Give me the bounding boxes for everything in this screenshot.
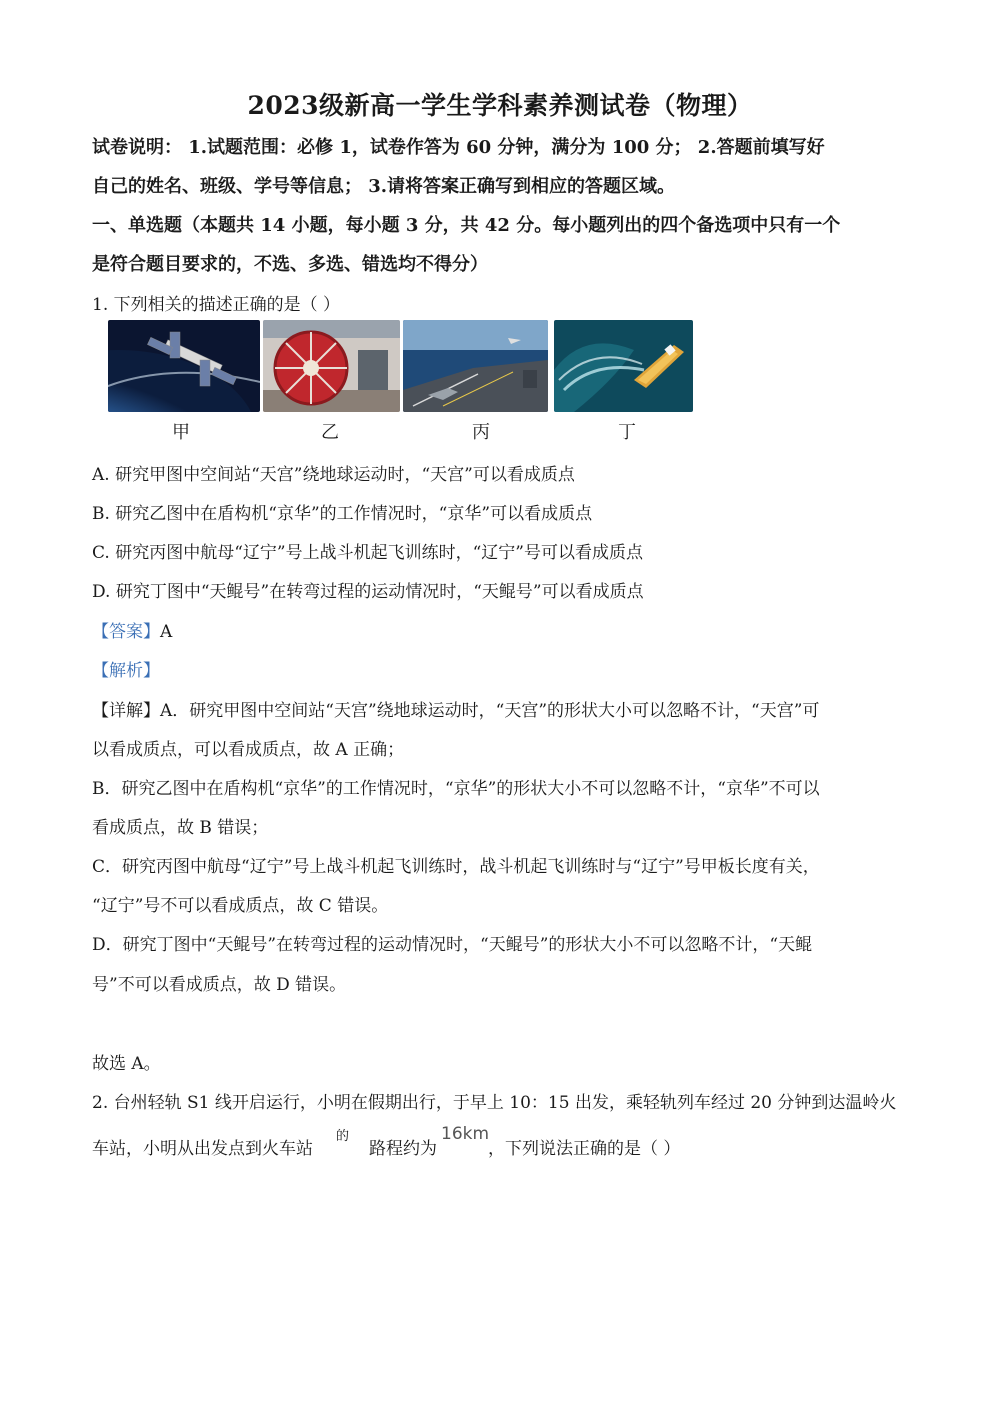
- question-2-de: 的: [336, 1129, 350, 1144]
- question-2-distance: 16km: [441, 1124, 490, 1144]
- dredger-ship-image: [554, 320, 693, 412]
- image-caption-jia: 甲: [172, 422, 190, 443]
- instructions-line-1: 试卷说明： 1.试题范围：必修 1，试卷作答为 60 分钟，满分为 100 分； 2.答题前填写好: [92, 137, 825, 158]
- page-title: 2023级新高一学生学科素养测试卷（物理）: [247, 91, 753, 120]
- instructions-line-2: 自己的姓名、班级、学号等信息； 3.请将答案正确写到相应的答题区域。: [92, 176, 676, 197]
- image-caption-yi: 乙: [321, 422, 339, 443]
- space-station-image: [108, 320, 260, 412]
- detail-line-4: 看成质点，故 B 错误；: [92, 818, 269, 838]
- option-b: B. 研究乙图中在盾构机“京华”的工作情况时，“京华”可以看成质点: [92, 504, 593, 524]
- question-2-line-1: 2. 台州轻轨 S1 线开启运行，小明在假期出行，于早上 10：15 出发，乘轻轨列车经过 20 分钟到达温岭火: [92, 1093, 897, 1113]
- aircraft-carrier-image: [403, 320, 548, 412]
- question-2-line-2b: 路程约为: [369, 1139, 437, 1159]
- detail-line-1: 【详解】A．研究甲图中空间站“天宫”绕地球运动时，“天宫”的形状大小可以忽略不计，“天宫”可: [92, 701, 820, 721]
- image-caption-bing: 丙: [472, 422, 490, 443]
- analysis-label: 【解析】: [92, 661, 160, 681]
- option-a: A. 研究甲图中空间站“天宫”绕地球运动时，“天宫”可以看成质点: [92, 465, 575, 485]
- detail-line-6: “辽宁”号不可以看成质点，故 C 错误。: [92, 896, 389, 916]
- detail-line-5: C．研究丙图中航母“辽宁”号上战斗机起飞训练时，战斗机起飞训练时与“辽宁”号甲板长度有关，: [92, 857, 820, 877]
- detail-line-7: D．研究丁图中“天鲲号”在转弯过程的运动情况时，“天鲲号”的形状大小不可以忽略不计，“天鲲: [92, 935, 813, 955]
- question-2-line-2c: ，下列说法正确的是（ ）: [488, 1139, 681, 1159]
- detail-line-2: 以看成质点，可以看成质点，故 A 正确；: [92, 740, 405, 760]
- option-c: C. 研究丙图中航母“辽宁”号上战斗机起飞训练时，“辽宁”号可以看成质点: [92, 543, 643, 563]
- detail-line-3: B．研究乙图中在盾构机“京华”的工作情况时，“京华”的形状大小不可以忽略不计，“京华”不可以: [92, 779, 820, 799]
- image-caption-ding: 丁: [618, 422, 636, 443]
- answer-label: 【答案】: [92, 622, 160, 642]
- tunnel-boring-machine-image: [263, 320, 400, 412]
- question-1-stem: 1. 下列相关的描述正确的是（ ）: [92, 295, 341, 315]
- answer-value: A: [160, 622, 173, 642]
- section-heading-line-1: 一、单选题（本题共 14 小题，每小题 3 分，共 42 分。每小题列出的四个备选项中只有一个: [92, 215, 841, 236]
- option-d: D. 研究丁图中“天鲲号”在转弯过程的运动情况时，“天鲲号”可以看成质点: [92, 582, 644, 602]
- answer-row: [92, 617, 172, 642]
- conclusion: 故选 A。: [92, 1054, 161, 1074]
- section-heading-line-2: 是符合题目要求的，不选、多选、错选均不得分）: [92, 254, 488, 275]
- detail-line-8: 号”不可以看成质点，故 D 错误。: [92, 975, 347, 995]
- question-2-line-2a: 车站，小明从出发点到火车站: [92, 1139, 313, 1159]
